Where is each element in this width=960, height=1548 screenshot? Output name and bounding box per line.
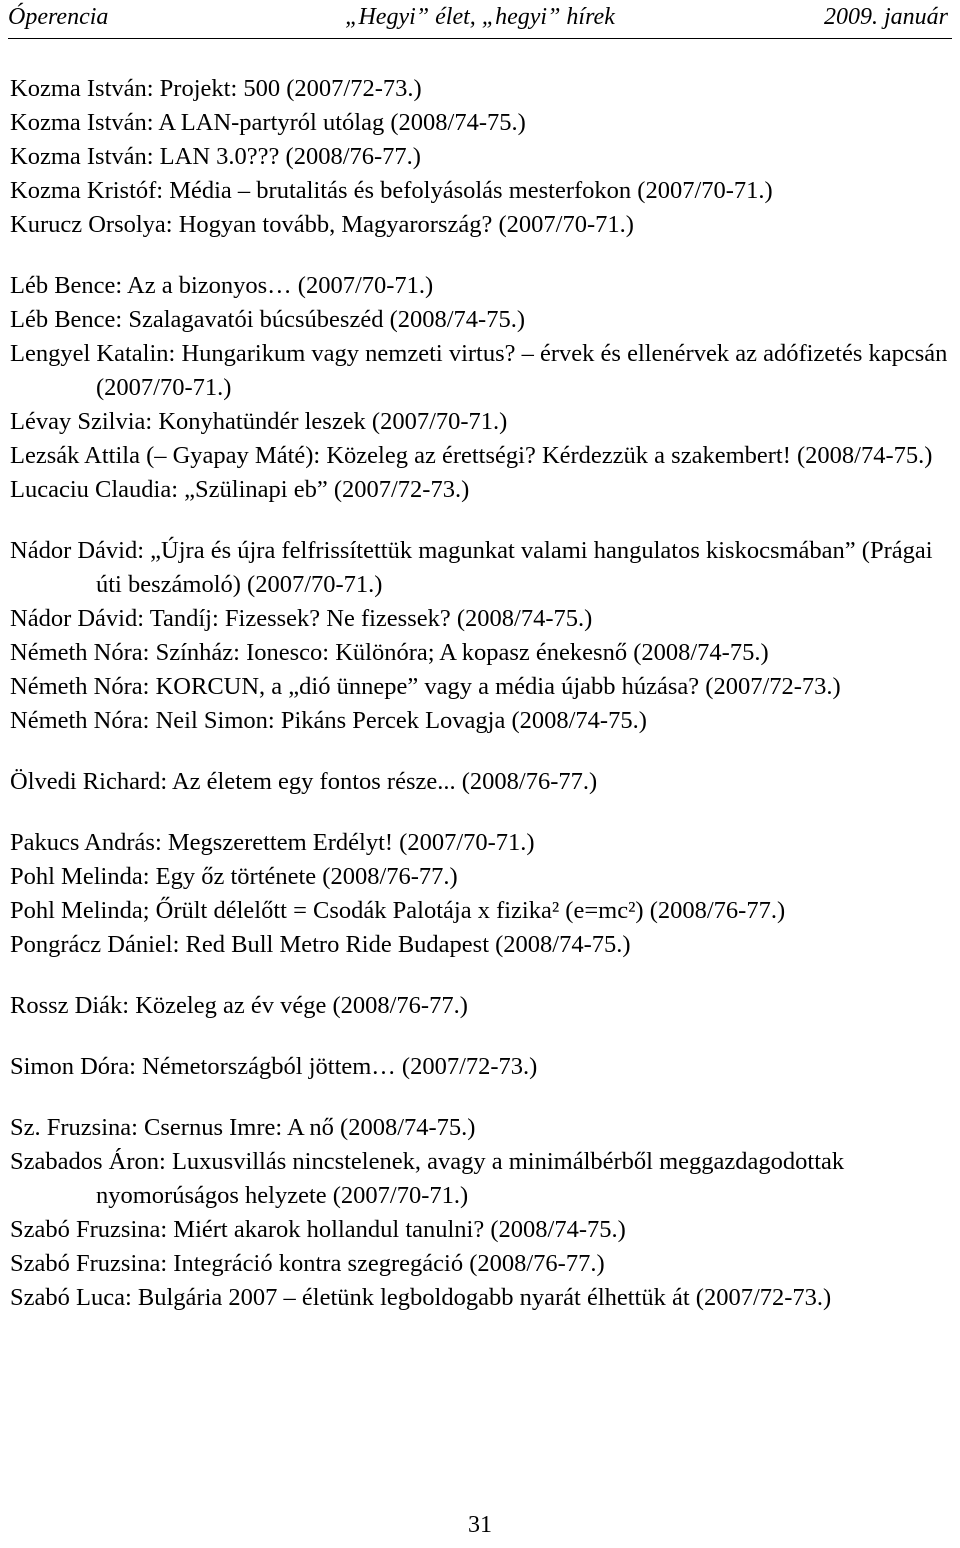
index-entry: Németh Nóra: Neil Simon: Pikáns Percek Lovagja (2008/74-75.) xyxy=(10,707,647,734)
index-entry: Pongrácz Dániel: Red Bull Metro Ride Budapest (2008/74-75.) xyxy=(10,931,631,958)
header-magazine-name: Óperencia xyxy=(8,4,109,30)
index-entry: Pohl Melinda: Egy őz története (2008/76-77.) xyxy=(10,863,458,890)
index-entry: Németh Nóra: KORCUN, a „dió ünnepe” vagy a média újabb húzása? (2007/72-73.) xyxy=(10,673,841,700)
index-entry: Léb Bence: Szalagavatói búcsúbeszéd (2008/74-75.) xyxy=(10,306,526,333)
index-group xyxy=(10,1050,954,1084)
index-entry: Nádor Dávid: „Újra és újra felfrissítettük magunkat valami hangulatos kiskocsmában” (Prágai úti beszámoló) (2007/70-71.) xyxy=(10,537,933,598)
index-entry: Lévay Szilvia: Konyhatündér leszek (2007/70-71.) xyxy=(10,408,508,435)
article-index-list xyxy=(10,72,954,1342)
index-entry: Kozma Kristóf: Média – brutalitás és befolyásolás mesterfokon (2007/70-71.) xyxy=(10,177,773,204)
index-entry: Kozma István: A LAN-partyról utólag (2008/74-75.) xyxy=(10,109,526,136)
running-header xyxy=(8,4,952,39)
index-entry: Szabó Fruzsina: Miért akarok hollandul tanulni? (2008/74-75.) xyxy=(10,1216,626,1243)
index-entry: Lengyel Katalin: Hungarikum vagy nemzeti virtus? – érvek és ellenérvek az adófizetés kapcsán (2007/70-71.) xyxy=(10,340,948,401)
index-entry: Németh Nóra: Színház: Ionesco: Különóra; A kopasz énekesnő (2008/74-75.) xyxy=(10,639,769,666)
index-group xyxy=(10,269,954,507)
index-group xyxy=(10,989,954,1023)
index-group xyxy=(10,765,954,799)
index-entry: Kozma István: Projekt: 500 (2007/72-73.) xyxy=(10,75,422,102)
index-entry: Rossz Diák: Közeleg az év vége (2008/76-77.) xyxy=(10,992,468,1019)
index-entry: Szabó Fruzsina: Integráció kontra szegregáció (2008/76-77.) xyxy=(10,1250,605,1277)
index-entry: Léb Bence: Az a bizonyos… (2007/70-71.) xyxy=(10,272,434,299)
index-group xyxy=(10,534,954,738)
page-number: 31 xyxy=(468,1512,492,1538)
header-date: 2009. január xyxy=(823,4,948,30)
header-title: „Hegyi” élet, „hegyi” hírek xyxy=(345,4,615,30)
index-entry: Szabó Luca: Bulgária 2007 – életünk legboldogabb nyarát élhettük át (2007/72-73.) xyxy=(10,1284,832,1311)
index-entry: Pohl Melinda; Őrült délelőtt = Csodák Palotája x fizika² (e=mc²) (2008/76-77.) xyxy=(10,897,786,924)
index-entry: Sz. Fruzsina: Csernus Imre: A nő (2008/74-75.) xyxy=(10,1114,476,1141)
index-entry: Ölvedi Richard: Az életem egy fontos része... (2008/76-77.) xyxy=(10,768,598,795)
index-entry: Lezsák Attila (– Gyapay Máté): Közeleg az érettségi? Kérdezzük a szakembert! (2008/74-75.) xyxy=(10,442,933,469)
index-entry: Simon Dóra: Németországból jöttem… (2007/72-73.) xyxy=(10,1053,538,1080)
index-entry: Kurucz Orsolya: Hogyan tovább, Magyarország? (2007/70-71.) xyxy=(10,211,634,238)
index-entry: Kozma István: LAN 3.0??? (2008/76-77.) xyxy=(10,143,421,170)
index-entry: Szabados Áron: Luxusvillás nincstelenek, avagy a minimálbérből meggazdagodottak nyomorúságos helyzete (2007/70-71.) xyxy=(10,1148,845,1209)
index-entry: Pakucs András: Megszerettem Erdélyt! (2007/70-71.) xyxy=(10,829,535,856)
index-group xyxy=(10,72,954,242)
index-entry: Nádor Dávid: Tandíj: Fizessek? Ne fizessek? (2008/74-75.) xyxy=(10,605,593,632)
index-entry: Lucaciu Claudia: „Szülinapi eb” (2007/72-73.) xyxy=(10,476,470,503)
index-group xyxy=(10,1111,954,1315)
index-group xyxy=(10,826,954,962)
